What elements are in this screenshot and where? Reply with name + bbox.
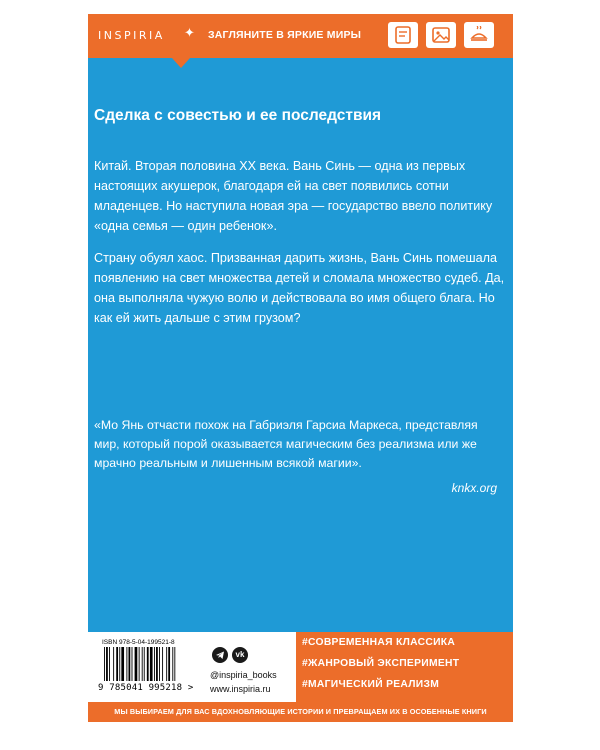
barcode	[102, 647, 206, 681]
annotation-paragraph-1: Китай. Вторая половина XX века. Вань Синь — одна из первых настоящих акушерок, благодаря ей на свет появились сотни младенцев. Но наступила новая эра — государство ввело политику «одна семья — один ребенок».	[94, 159, 493, 233]
bottom-banner-text: МЫ ВЫБИРАЕМ ДЛЯ ВАС ВДОХНОВЛЯЮЩИЕ ИСТОРИИ И ПРЕВРАЩАЕМ ИХ В ОСОБЕННЫЕ КНИГИ	[114, 707, 487, 716]
star-icon: ✦	[184, 25, 195, 40]
slogan: ЗАГЛЯНИТЕ В ЯРКИЕ МИРЫ	[208, 29, 362, 41]
vk-icon[interactable]: vk	[232, 647, 248, 663]
telegram-icon[interactable]	[212, 647, 228, 663]
image-icon	[426, 22, 456, 48]
isbn-label: ISBN 978-5-04-199521-8	[102, 639, 175, 646]
banner-notch	[172, 58, 190, 68]
tag-magic-realism: #МАГИЧЕСКИЙ РЕАЛИЗМ	[302, 679, 440, 690]
book-icon	[388, 22, 418, 48]
annotation-heading: Сделка с совестью и ее последствия	[94, 107, 382, 124]
book-back-cover	[88, 14, 513, 722]
review-quote: «Мо Янь отчасти похож на Габриэля Гарсиа Маркеса, представляя мир, который порой оказывается магическим без реализма или же мрачно реальным и лишенным всякой магии».	[94, 418, 478, 470]
annotation-paragraph-2: Страну обуял хаос. Призванная дарить жизнь, Вань Синь помешала появлению на свет множества детей и сломала множество судеб. Да, она выполняла чужую волю и действовала во имя общего блага. Но как ей жить дальше с этим грузом?	[94, 251, 505, 325]
tag-genre-experiment: #ЖАНРОВЫЙ ЭКСПЕРИМЕНТ	[302, 658, 460, 669]
dish-icon	[464, 22, 494, 48]
quote-source: knkx.org	[451, 481, 497, 495]
barcode-digits: 9 785041 995218 >	[98, 683, 194, 693]
publisher-logo: INSPIRIA	[98, 29, 165, 42]
social-handle[interactable]: @inspiria_books	[210, 670, 277, 680]
website-link[interactable]: www.inspiria.ru	[210, 684, 271, 694]
tag-modern-classic: #СОВРЕМЕННАЯ КЛАССИКА	[302, 637, 456, 648]
